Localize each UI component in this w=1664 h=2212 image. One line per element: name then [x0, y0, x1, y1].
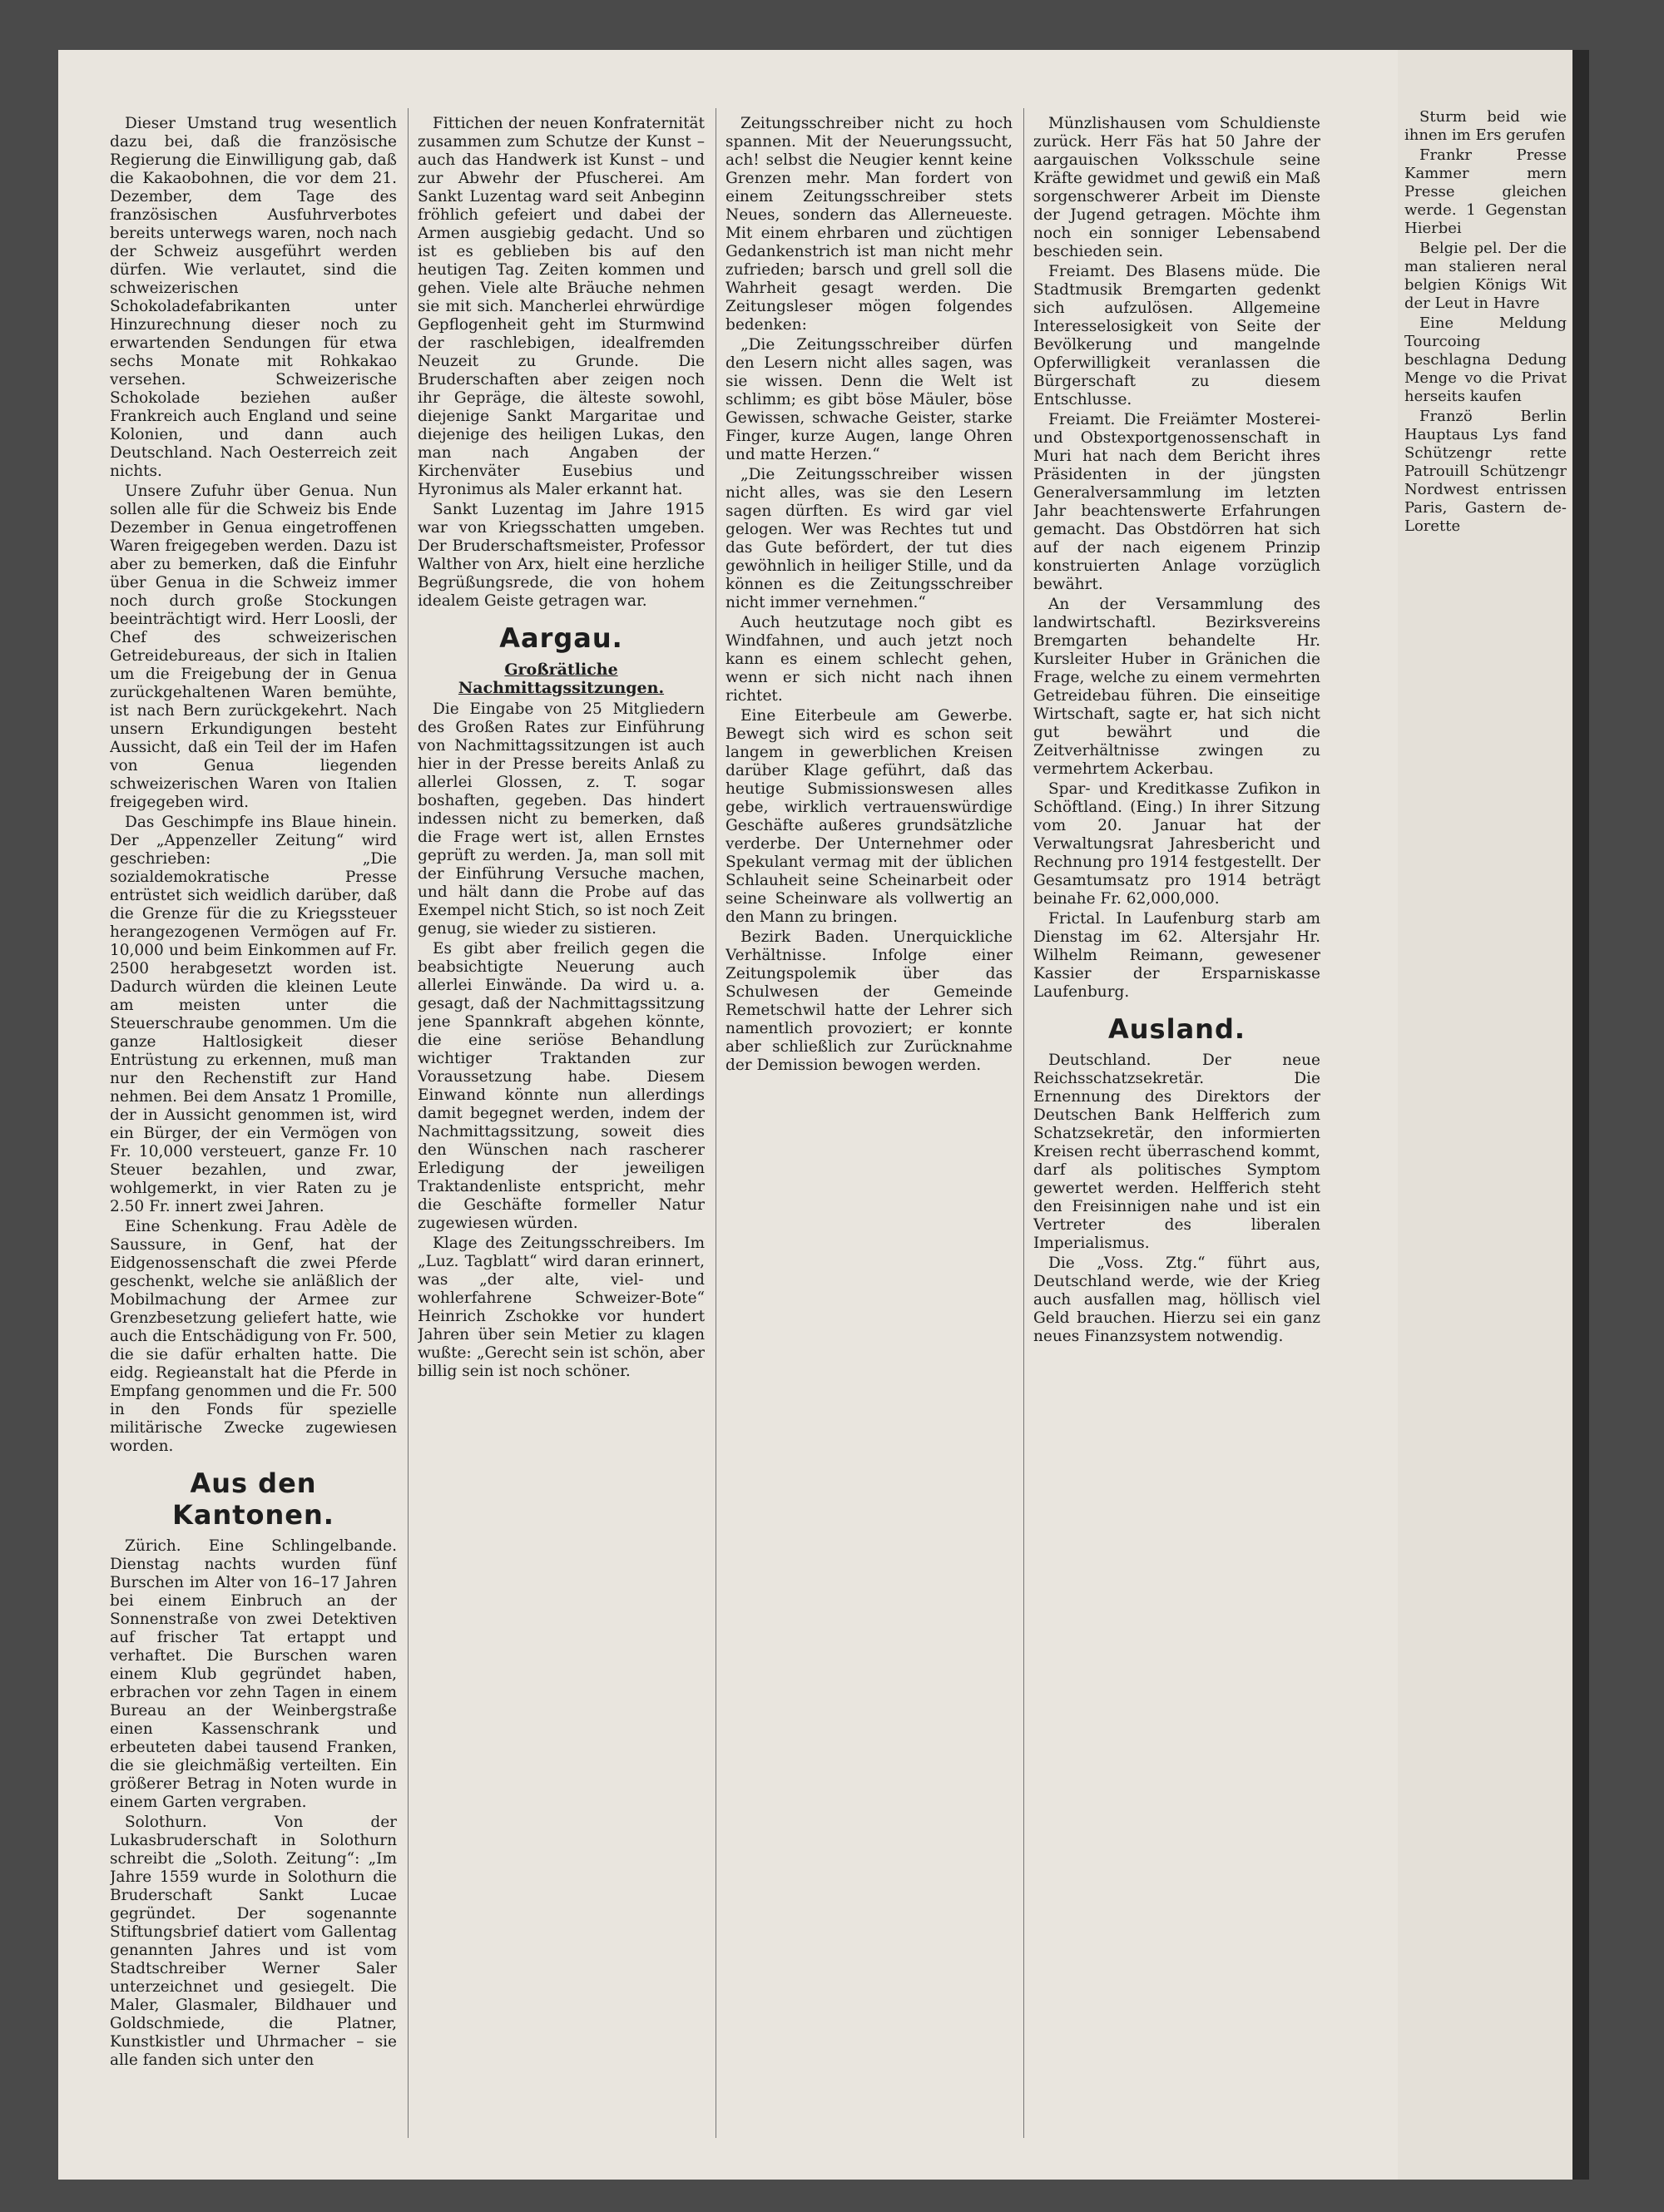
- column-3: [726, 115, 1013, 1076]
- column-1: [110, 115, 397, 2071]
- article-paragraph: Franzö Berlin Hauptaus Lys fand Schützengr rette Patrouill Schützengr Nordwest entrissen Paris, Gastern de-Lorette: [1404, 408, 1567, 535]
- column-2: [418, 115, 705, 1383]
- article-paragraph: Deutschland. Der neue Reichsschatzsekretär. Die Ernennung des Direktors der Deutschen Bank Helfferich zum Schatzsekretär, den informierten Kreisen recht überraschend kommt, darf als politisches Symptom gewertet werden. Helfferich steht den Freisinnigen nahe und ist ein Vertreter des liberalen Imperialismus.: [1033, 1052, 1320, 1252]
- article-paragraph: Solothurn. Von der Lukasbruderschaft in Solothurn schreibt die „Soloth. Zeitung“: „Im Jahre 1559 wurde in Solothurn die Bruderschaft Sankt Lucae gegründet. Der sogenannte Stiftungsbrief datiert vom Gallentag genannten Jahres und ist vom Stadtschreiber Werner Saler unterzeichnet und gesiegelt. Die Maler, Glasmaler, Bildhauer und Goldschmiede, die Platner, Kunstkistler und Uhrmacher – sie alle fanden sich unter den: [110, 1814, 397, 2069]
- article-paragraph: Eine Eiterbeule am Gewerbe. Bewegt sich wird es schon seit langem in gewerblichen Kreisen darüber Klage geführt, daß das heutige Submissionswesen alles gebe, wirklich vertrauenswürdige Geschäfte außeres grundsätzliche verderbe. Der Unternehmer oder Spekulant vermag mit der üblichen Schlauheit seine Scheinarbeit oder seine Scheinware als vollwertig an den Mann zu bringen.: [726, 707, 1013, 926]
- article-paragraph: Dieser Umstand trug wesentlich dazu bei, daß die französische Regierung die Einwilligung gab, daß die Kakaobohnen, die vor dem 21. Dezember, dem Tage des französischen Ausfuhrverbotes bereits unterwegs waren, noch nach der Schweiz ausgeführt werden dürfen. Wie verlautet, sind die schweizerischen Schokoladefabrikanten unter Hinzurechnung dieser noch zu erwartenden Sendungen für etwa sechs Monate mit Rohkakao versehen. Schweizerische Schokolade beziehen außer Frankreich auch England und seine Kolonien, und dann auch Deutschland. Nach Oesterreich zeit nichts.: [110, 115, 397, 480]
- article-paragraph: Bezirk Baden. Unerquickliche Verhältnisse. Infolge einer Zeitungspolemik über das Schulwesen der Gemeinde Remetschwil hatte der Lehrer sich namentlich provoziert; er konnte aber schließlich zur Zurücknahme der Demission bewogen werden.: [726, 928, 1013, 1074]
- article-paragraph: Sankt Luzentag im Jahre 1915 war von Kriegsschatten umgeben. Der Bruderschaftsmeister, Professor Walther von Arx, hielt eine herzliche Begrüßungsrede, die von hohem idealem Geiste getragen war.: [418, 501, 705, 610]
- section-subheading: Großrätliche Nachmittagssitzungen.: [458, 661, 665, 697]
- section-heading: Aargau.: [499, 622, 623, 654]
- article-paragraph: Auch heutzutage noch gibt es Windfahnen, und auch jetzt noch kann es einem schlecht gehen, wenn er sich nicht nach ihnen richtet.: [726, 614, 1013, 705]
- article-paragraph: Eine Schenkung. Frau Adèle de Saussure, in Genf, hat der Eidgenossenschaft die zwei Pferde geschenkt, welche sie anläßlich der Mobilmachung der Armee zur Grenzbesetzung geliefert hatte, wie auch die Entschädigung von Fr. 500, die sie dafür erhalten hatte. Die eidg. Regieanstalt hat die Pferde in Empfang genommen und die Fr. 500 in den Fonds für spezielle militärische Zwecke zugewiesen worden.: [110, 1218, 397, 1455]
- article-paragraph: Freiamt. Des Blasens müde. Die Stadtmusik Bremgarten gedenkt sich aufzulösen. Allgemeine Interesselosigkeit von Seite der Bevölkerung und mangelnde Opferwilligkeit veranlassen die Bürgerschaft zu diesem Entschlusse.: [1033, 263, 1320, 408]
- article-paragraph: Es gibt aber freilich gegen die beabsichtigte Neuerung auch allerlei Einwände. Da wird u. a. gesagt, daß der Nachmittagssitzung jene Spannkraft abgehen könnte, die eine seriöse Behandlung wichtiger Traktanden zur Voraussetzung habe. Diesem Einwand könnte nun allerdings damit begegnet werden, indem der Nachmittagssitzung, soweit dies den Wünschen nach rascherer Erledigung der jeweiligen Traktandenliste entspricht, mehr die Geschäfte formeller Natur zugewiesen würden.: [418, 940, 705, 1232]
- article-paragraph: Münzlishausen vom Schuldienste zurück. Herr Fäs hat 50 Jahre der aargauischen Volksschule seine Kräfte gewidmet und gewiß ein Maß sorgenschwerer Arbeit im Dienste der Jugend getragen. Möchte ihm noch ein sonniger Lebensabend beschieden sein.: [1033, 115, 1320, 260]
- article-paragraph: Unsere Zufuhr über Genua. Nun sollen alle für die Schweiz bis Ende Dezember in Genua eingetroffenen Waren freigegeben werden. Dazu ist aber zu bemerken, daß die Einfuhr über Genua in die Schweiz immer noch durch große Stockungen beeinträchtigt wird. Herr Loosli, der Chef des schweizerischen Getreidebureaus, der sich in Italien um die Freigebung der in Genua zurückgehaltenen Waren bemühte, ist nach Bern zurückgekehrt. Nach unsern Erkundigungen besteht Aussicht, daß ein Teil der im Hafen von Genua liegenden schweizerischen Waren von Italien freigegeben wird.: [110, 482, 397, 811]
- article-paragraph: Frankr Presse Kammer mern Presse gleichen werde. 1 Gegenstan Hierbei: [1404, 146, 1567, 237]
- article-paragraph: „Die Zeitungsschreiber dürfen den Lesern nicht alles sagen, was sie wissen. Denn die Welt ist schlimm; es gibt böse Mäuler, böse Gewissen, schwache Geister, starke Finger, kurze Augen, lange Ohren und matte Herzen.“: [726, 336, 1013, 463]
- article-paragraph: Spar- und Kreditkasse Zufikon in Schöftland. (Eing.) In ihrer Sitzung vom 20. Januar hat der Verwaltungsrat Jahresbericht und Rechnung pro 1914 festgestellt. Der Gesamtumsatz pro 1914 beträgt beinahe Fr. 62,000,000.: [1033, 780, 1320, 908]
- page-gutter: [1398, 50, 1589, 2180]
- article-paragraph: Sturm beid wie ihnen im Ers gerufen: [1404, 108, 1567, 144]
- article-paragraph: Belgie pel. Der die man stalieren neral belgien Königs Wit der Leut in Havre: [1404, 240, 1567, 312]
- column-4: [1033, 115, 1320, 1348]
- article-paragraph: Klage des Zeitungsschreibers. Im „Luz. Tagblatt“ wird daran erinnert, was „der alte, viel- und wohlerfahrene Schweizer-Bote“ Heinrich Zschokke vor hundert Jahren über sein Metier zu klagen wußte: „Gerecht sein ist schön, aber billig sein ist noch schöner.: [418, 1235, 705, 1380]
- article-paragraph: Das Geschimpfe ins Blaue hinein. Der „Appenzeller Zeitung“ wird geschrieben: „Die sozialdemokratische Presse entrüstet sich weidlich darüber, daß die Grenze für die zu Kriegssteuer herangezogenen Vermögen auf Fr. 10,000 und beim Einkommen auf Fr. 2500 herabgesetzt worden ist. Dadurch würden die kleinen Leute am meisten unter die Steuerschraube genommen. Um die ganze Haltlosigkeit dieser Entrüstung zu erkennen, muß man nur den Rechenstift zur Hand nehmen. Bei dem Ansatz 1 Promille, der in Aussicht genommen ist, wird ein Bürger, der ein Vermögen von Fr. 10,000 versteuert, ganze Fr. 10 Steuer bezahlen, und zwar, wohlgemerkt, in vier Raten zu je 2.50 Fr. innert zwei Jahren.: [110, 814, 397, 1215]
- article-paragraph: Freiamt. Die Freiämter Mosterei- und Obstexportgenossenschaft in Muri hat nach dem Bericht ihres Präsidenten in der jüngsten Generalversammlung im letzten Jahr beachtenswerte Erfahrungen gemacht. Das Obstdörren hat sich auf der nach eigenem Prinzip konstruierten Anlage vorzüglich bewährt.: [1033, 411, 1320, 593]
- adjacent-page-strip: [1398, 50, 1572, 2180]
- article-paragraph: Die Eingabe von 25 Mitgliedern des Großen Rates zur Einführung von Nachmittagssitzungen ist auch hier in der Presse bereits Anlaß zu allerlei Glossen, z. T. sogar boshaften, gegeben. Das hindert indessen nicht zu bemerken, daß die Frage wert ist, allen Ernstes geprüft zu werden. Ja, man soll mit der Einführung Versuche machen, und hält dann die Probe auf das Exempel nicht Stich, so ist noch Zeit genug, sie wieder zu sistieren.: [418, 700, 705, 938]
- article-paragraph: An der Versammlung des landwirtschaftl. Bezirksvereins Bremgarten behandelte Hr. Kursleiter Huber in Gränichen die Frage, welche zu einem vermehrten Getreidebau führen. Die einseitige Wirtschaft, sagte er, hat sich nicht gut bewährt und die Zeitverhältnisse zwingen zu vermehrtem Ackerbau.: [1033, 596, 1320, 778]
- article-paragraph: Zürich. Eine Schlingelbande. Dienstag nachts wurden fünf Burschen im Alter von 16–17 Jahren bei einem Einbruch an der Sonnenstraße von zwei Detektiven auf frischer Tat ertappt und verhaftet. Die Burschen waren einem Klub gegründet haben, erbrachen vor zehn Tagen in einem Bureau an der Weinbergstraße einen Kassenschrank und erbeuteten dabei tausend Franken, die sie gleichmäßig verteilten. Ein größerer Betrag in Noten wurde in einem Garten vergraben.: [110, 1537, 397, 1811]
- article-paragraph: Frictal. In Laufenburg starb am Dienstag im 62. Altersjahr Hr. Wilhelm Reimann, gewesener Kassier der Ersparniskasse Laufenburg.: [1033, 910, 1320, 1001]
- column-rule: [408, 108, 409, 2138]
- newspaper-page: [58, 50, 1589, 2180]
- section-heading: Ausland.: [1108, 1013, 1246, 1045]
- article-paragraph: Eine Meldung Tourcoing beschlagna Dedung Menge vo die Privat herseits kaufen: [1404, 314, 1567, 405]
- article-paragraph: Fittichen der neuen Konfraternität zusammen zum Schutze der Kunst – auch das Handwerk ist Kunst – und zur Abwehr der Pfuscherei. Am Sankt Luzentag ward seit Anbeginn fröhlich gefeiert und dabei der Armen ausgiebig gedacht. Und so ist es geblieben bis auf den heutigen Tag. Zeiten kommen und gehen. Viele alte Bräuche nehmen sie mit sich. Mancherlei ehrwürdige Gepflogenheit geht im Sturmwind der raschlebigen, idealfremden Neuzeit zu Grunde. Die Bruderschaften aber zeigen noch ihr Gepräge, die älteste sowohl, diejenige Sankt Margaritae und diejenige des heiligen Lukas, den man nach Angaben der Kirchenväter Eusebius und Hyronimus als Maler erkannt hat.: [418, 115, 705, 498]
- article-paragraph: Zeitungsschreiber nicht zu hoch spannen. Mit der Neuerungssucht, ach! selbst die Neugier kennt keine Grenzen mehr. Man fordert von einem Zeitungsschreiber stets Neues, sondern das Allerneueste. Mit einem ehrbaren und züchtigen Gedankenstrich ist man nicht mehr zufrieden; barsch und grell soll die Wahrheit gesagt werden. Die Zeitungsleser mögen folgendes bedenken:: [726, 115, 1013, 334]
- column-rule: [1023, 108, 1024, 2138]
- article-paragraph: „Die Zeitungsschreiber wissen nicht alles, was sie den Lesern sagen dürften. Es wird gar viel gelogen. Wer was Rechtes tut und das Gute befördert, der tut dies gewöhnlich in heiliger Stille, und da können es die Zeitungsschreiber nicht immer vernehmen.“: [726, 466, 1013, 611]
- section-heading: Aus den Kantonen.: [172, 1467, 334, 1531]
- adjacent-column: [1404, 108, 1567, 537]
- article-paragraph: Die „Voss. Ztg.“ führt aus, Deutschland werde, wie der Krieg auch ausfallen mag, höllisch viel Geld brauchen. Hierzu sei ein ganz neues Finanzsystem notwendig.: [1033, 1254, 1320, 1345]
